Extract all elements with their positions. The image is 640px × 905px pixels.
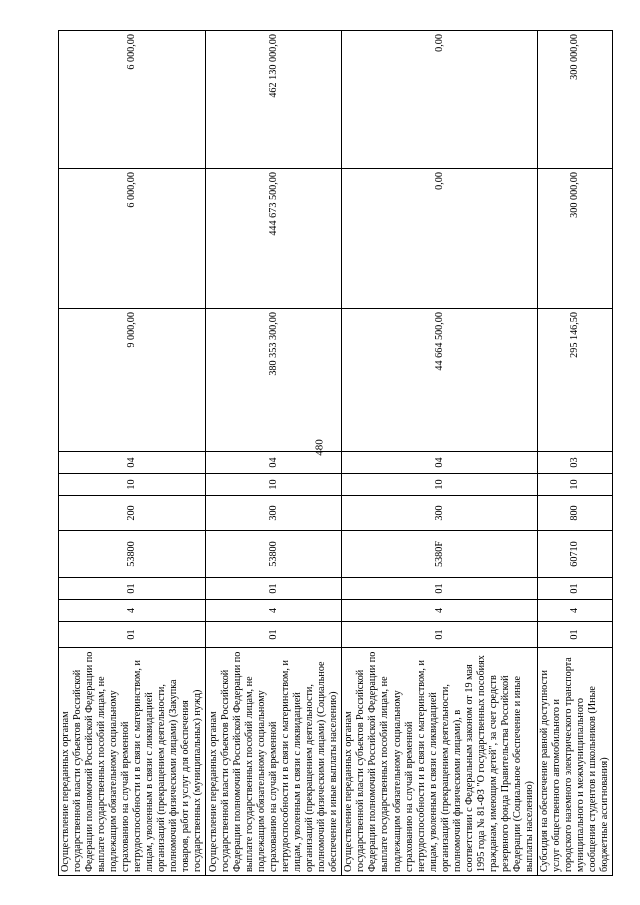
page-number: 480 — [313, 439, 326, 456]
table-row — [537, 31, 612, 876]
code-cell: 4 — [537, 600, 612, 622]
table-row — [59, 31, 206, 876]
rotated-page-content — [58, 31, 611, 876]
code-cell: 01 — [59, 622, 206, 648]
code-cell: 03 — [537, 452, 612, 474]
code-cell: 04 — [206, 452, 342, 474]
code-cell: 04 — [342, 452, 538, 474]
amount-cell: 295 146,50 — [537, 309, 612, 452]
amount-cell: 444 673 500,00 — [206, 169, 342, 309]
code-cell: 300 — [206, 496, 342, 531]
code-cell: 300 — [342, 496, 538, 531]
code-cell: 01 — [342, 578, 538, 600]
table-row — [342, 31, 538, 876]
amount-cell: 9 000,00 — [59, 309, 206, 452]
amount-cell: 300 000,00 — [537, 31, 612, 169]
code-cell: 5380F — [342, 531, 538, 578]
code-cell: 4 — [342, 600, 538, 622]
code-cell: 01 — [59, 578, 206, 600]
code-cell: 01 — [206, 578, 342, 600]
row-description: Субсидия на обеспечение равной доступности услуг общественного автомобильного и городского наземного электрического транспорта муниципального и межмуниципального сообщения студентов и школьников (Иные бюджетные ассигнования) — [537, 648, 612, 876]
amount-cell: 44 664 500,00 — [342, 309, 538, 452]
code-cell: 01 — [537, 578, 612, 600]
row-description: Осуществление переданных органам государственной власти субъектов Российской Федерации полномочий Российской Федерации по выплате государственных пособий лицам, не подлежащим обязательному социальному страхованию на случай временной нетрудоспособности и в связи с материнством, и лицам, уволенным в связи с ликвидацией организаций (прекращением деятельности, полномочий физическими лицами) (Социальное обеспечение и иные выплаты населению) — [206, 648, 342, 876]
amount-cell: 300 000,00 — [537, 169, 612, 309]
code-cell: 200 — [59, 496, 206, 531]
code-cell: 53800 — [206, 531, 342, 578]
code-cell: 01 — [206, 622, 342, 648]
code-cell: 4 — [206, 600, 342, 622]
amount-cell: 0,00 — [342, 31, 538, 169]
row-description: Осуществление переданных органам государственной власти субъектов Российской Федерации полномочий Российской Федерации по выплате государственных пособий лицам, не подлежащим обязательному социальному страхованию на случай временной нетрудоспособности и в связи с материнством, и лицам, уволенным в связи с ликвидацией организаций (прекращением деятельности, полномочий физическими лицами), в соответствии с Федеральным законом от 19 мая 1995 года № 81-ФЗ "О государственных пособиях гражданам, имеющим детей", за счет средств резервного фонда Правительства Российской Федерации (Социальное обеспечение и иные выплаты населению) — [342, 648, 538, 876]
row-description: Осуществление переданных органам государственной власти субъектов Российской Федерации полномочий Российской Федерации по выплате государственных пособий лицам, не подлежащим обязательному социальному страхованию на случай временной нетрудоспособности и в связи с материнством, и лицам, уволенным в связи с ликвидацией организаций (прекращением деятельности, полномочий физическими лицами) (Закупка товаров, работ и услуг для обеспечения государственных (муниципальных) нужд) — [59, 648, 206, 876]
budget-table — [58, 30, 613, 876]
code-cell: 4 — [59, 600, 206, 622]
code-cell: 10 — [537, 474, 612, 496]
amount-cell: 462 130 000,00 — [206, 31, 342, 169]
code-cell: 53800 — [59, 531, 206, 578]
code-cell: 10 — [206, 474, 342, 496]
code-cell: 60710 — [537, 531, 612, 578]
amount-cell: 0,00 — [342, 169, 538, 309]
code-cell: 10 — [342, 474, 538, 496]
amount-cell: 6 000,00 — [59, 169, 206, 309]
code-cell: 10 — [59, 474, 206, 496]
code-cell: 800 — [537, 496, 612, 531]
amount-cell: 380 353 300,00 — [206, 309, 342, 452]
amount-cell: 6 000,00 — [59, 31, 206, 169]
code-cell: 04 — [59, 452, 206, 474]
code-cell: 01 — [342, 622, 538, 648]
code-cell: 01 — [537, 622, 612, 648]
table-row — [206, 31, 342, 876]
